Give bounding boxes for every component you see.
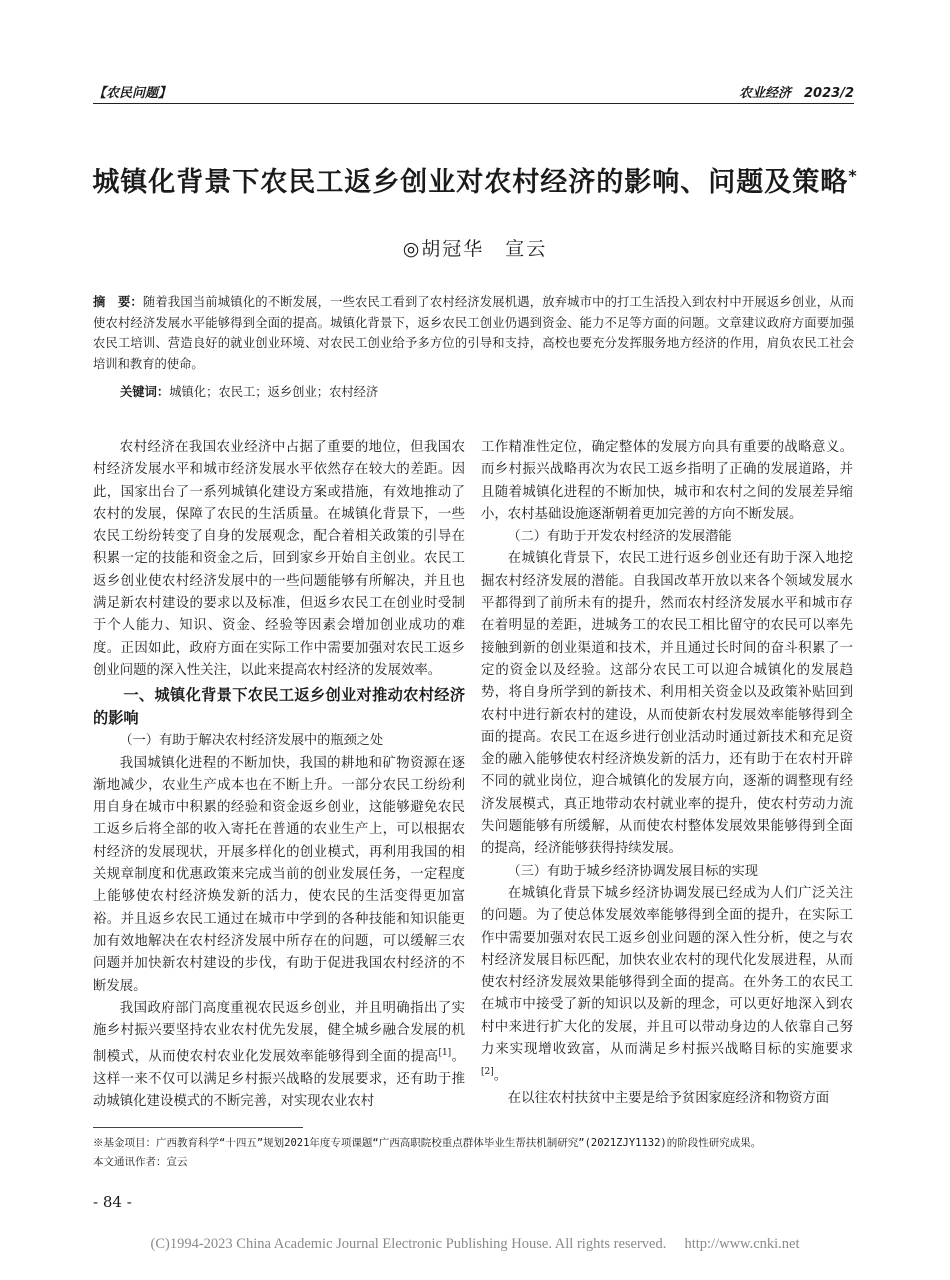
body-paragraph: 在城镇化背景下，农民工进行返乡创业还有助于深入地挖掘农村经济发展的潜能。自我国改革开放以来各个领域发展水平都得到了前所未有的提升，然而农村经济发展水平和城市存在着明显的差距，进城务工的农民工相比留守的农民可以率先接触到新的创业渠道和技术，并且通过长时间的奋斗积累了一定的资金以及经验。这部分农民工可以迎合城镇化的发展趋势，将自身所学到的新技术、利用相关资金以及政策补贴回到农村中进行新农村的建设，从而使新农村发展效率能够得到全面的提高。农民工在返乡进行创业活动时通过新技术和充足资金的融入能够使农村经济焕发新的活力，还有助于在农村开辟不同的就业岗位，迎合城镇化的发展方向，逐渐的调整现有经济发展模式，真正地带动农村就业率的提升，使农村劳动力流失问题能够有所缓解，从而使农村整体发展效果能够得到全面的提高，经济能够获得持续发展。 — [481, 551, 853, 857]
body-paragraph: 我国城镇化进程的不断加快，我国的耕地和矿物资源在逐渐地减少，农业生产成本也在不断上升。一部分农民工纷纷利用自身在城市中积累的经验和资金返乡创业，这能够避免农民工返乡后将全部的收入寄托在普通的农业生产上，可以根据农村经济的发展现状，开展多样化的创业模式，再利用我国的相关规章制度和优惠政策来完成当前的创业发展任务，一定程度上能够使农村经济焕发新的活力，使农民的生活变得更加富裕。并且返乡农民工通过在城市中学到的各种技能和知识能更加有效地解决在农村经济发展中所存在的问题，可以缓解三农问题并加快新农村建设的步伐，有助于促进我国农村经济的不断发展。 — [93, 755, 465, 994]
abstract — [93, 292, 854, 374]
paragraph-text-tail: 。这样一来不仅可以满足乡村振兴战略的发展要求，还有助于推动城镇化建设模式的不断完善，对实现农业农村 — [93, 1049, 466, 1110]
subsection-heading-1: （一）有助于解决农村经济发展中的瓶颈之处 — [119, 733, 384, 749]
keywords-label: 关键词： — [120, 385, 170, 399]
keywords-text: 城镇化；农民工；返乡创业；农村经济 — [169, 385, 379, 399]
paragraph-text-tail: 。 — [493, 1068, 508, 1084]
citation-ref-2: [2] — [481, 1067, 494, 1078]
abstract-text: 随着我国当前城镇化的不断发展，一些农民工看到了农村经济发展机遇，放弃城市中的打工生活投入到农村中开展返乡创业，从而使农村经济发展水平能够得到全面的提高。城镇化背景下，返乡农民工创业仍遇到资金、能力不足等方面的问题。文章建议政府方面要加强农民工培训、营造良好的就业创业环境、对农民工创业给予多方位的引导和支持，高校也要充分发挥服务地方经济的作用，肩负农民工社会培训和教育的使命。 — [93, 295, 854, 371]
corresponding-author-note: 本文通讯作者：宣云 — [93, 1156, 188, 1168]
subsection-heading-2: （二）有助于开发农村经济的发展潜能 — [507, 529, 732, 545]
section-heading-1: 一、城镇化背景下农民工返乡创业对推动农村经济的影响 — [93, 686, 465, 728]
page-number: - 84 - — [93, 1193, 132, 1211]
journal-issue-label: 农业经济 2023/2 — [739, 86, 854, 101]
paragraph-text: 我国政府部门高度重视农民返乡创业，并且明确指出了实施乡村振兴要坚持农业农村优先发展，健全城乡融合发展的机制模式，从而使农村农业化发展效率能够得到全面的提高 — [93, 1000, 465, 1065]
journal-section-label: 【农民问题】 — [93, 86, 172, 101]
footnote-divider — [93, 1127, 303, 1128]
abstract-label: 摘 要： — [93, 295, 143, 309]
header-divider — [93, 103, 854, 104]
intro-paragraph: 农村经济在我国农业经济中占据了重要的地位，但我国农村经济发展水平和城市经济发展水平依然存在较大的差距。因此，国家出台了一系列城镇化建设方案或措施，有效地推动了农村的发展，保障了农民的生活质量。在城镇化背景下，一些农民工纷纷转变了自身的发展观念，配合着相关政策的引导在积累一定的技能和资金之后，回到家乡开始自主创业。农民工返乡创业使农村经济发展中的一些问题能够有所解决，并且也满足新农村建设的要求以及标准，但返乡农民工在创业时受制于个人能力、知识、资金、经验等因素会增加创业成功的难度。正因如此，政府方面在实际工作中需要加强对农民工返乡创业问题的深入性关注，以此来提高农村经济的发展效率。 — [93, 440, 465, 678]
right-column — [481, 437, 853, 1110]
copyright-watermark: (C)1994-2023 China Academic Journal Electronic Publishing House. All rights reserved. http://www.cnki.net — [150, 1236, 800, 1252]
paragraph-text: 在城镇化背景下城乡经济协调发展已经成为人们广泛关注的问题。为了使总体发展效率能够得到全面的提升，在实际工作中需要加强对农民工返乡创业问题的深入性分析，使之与农村经济发展目标匹配，加快农业农村的现代化发展进程，从而使农村经济发展效果能够得到全面的提高。在外务工的农民工在城市中接受了新的知识以及新的理念，可以更好地深入到农村中来进行扩大化的发展，并且可以带动身边的人依靠自己努力来实现增收致富，从而满足乡村振兴战略目标的实施要求 — [481, 885, 853, 1058]
citation-ref-1: [1] — [438, 1048, 452, 1059]
keywords — [120, 382, 854, 400]
body-paragraph-ref — [93, 998, 465, 1114]
body-paragraph-ref — [481, 883, 853, 1088]
subsection-heading-3: （三）有助于城乡经济协调发展目标的实现 — [507, 863, 758, 879]
article-authors: ◎胡冠华 宣云 — [402, 238, 548, 260]
fund-note: ※基金项目：广西教育科学“十四五”规划2021年度专项课题“广西高职院校重点群体毕业生帮扶机制研究”(2021ZJY1132)的阶段性研究成果。 — [93, 1137, 762, 1149]
body-paragraph: 在以往农村扶贫中主要是给予贫困家庭经济和物资方面 — [507, 1091, 830, 1107]
continued-paragraph: 工作精准性定位，确定整体的发展方向具有重要的战略意义。而乡村振兴战略再次为农民工返乡指明了正确的发展道路，并且随着城镇化进程的不断加快，城市和农村之间的发展差异缩小，农村基础设施逐渐朝着更加完善的方向不断发展。 — [481, 440, 853, 522]
left-column — [93, 437, 465, 1114]
title-text: 城镇化背景下农民工返乡创业对农村经济的影响、问题及策略 — [92, 167, 849, 198]
footnote — [93, 1134, 854, 1172]
article-title — [60, 160, 890, 199]
title-footnote-mark: * — [848, 166, 858, 185]
